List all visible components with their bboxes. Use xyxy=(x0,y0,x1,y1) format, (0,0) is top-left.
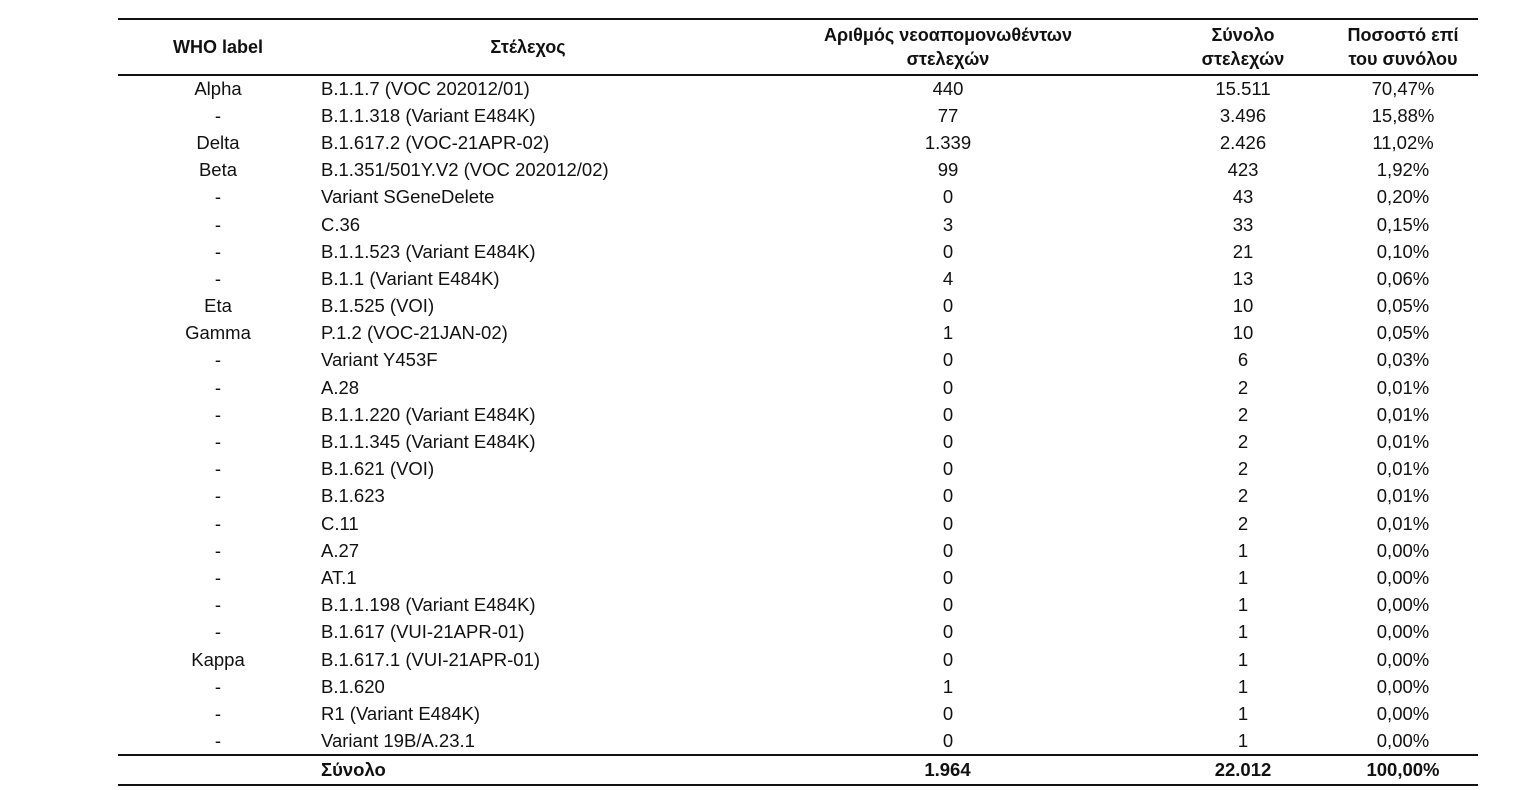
strain-cell: A.28 xyxy=(321,376,360,398)
percentage-cell: 0,05% xyxy=(1376,322,1430,344)
new-isolates-cell: 0 xyxy=(942,566,954,588)
total-strains-cell: 1 xyxy=(1237,539,1249,561)
header-total-strains xyxy=(1158,19,1328,75)
table-row xyxy=(118,428,1478,455)
percentage-cell: 11,02% xyxy=(1372,131,1434,153)
new-isolates-cell: 99 xyxy=(937,159,959,181)
who-cell: - xyxy=(214,403,222,425)
percentage-cell: 0,01% xyxy=(1376,512,1430,534)
header-total-line2: στελεχών xyxy=(1201,49,1285,69)
percentage-cell: 0,00% xyxy=(1376,539,1430,561)
percentage-cell: 0,00% xyxy=(1376,566,1430,588)
total-strains-cell: 21 xyxy=(1232,240,1254,262)
who-cell: - xyxy=(214,186,222,208)
percentage-cell: 0,03% xyxy=(1376,349,1430,371)
new-isolates-cell: 0 xyxy=(942,458,954,480)
strain-cell: B.1.525 (VOI) xyxy=(321,295,435,317)
who-cell: Delta xyxy=(196,131,240,153)
percentage-cell: 0,01% xyxy=(1376,485,1430,507)
strain-cell: AT.1 xyxy=(321,566,357,588)
table-row xyxy=(118,673,1478,700)
total-strains-cell: 2.426 xyxy=(1219,131,1267,153)
table-row xyxy=(118,347,1478,374)
who-cell: - xyxy=(214,267,222,289)
header-new-line1: Αριθμός νεοαπομονωθέντων xyxy=(824,25,1072,45)
percentage-cell: 0,15% xyxy=(1376,213,1430,235)
total-strains-cell: 423 xyxy=(1227,159,1259,181)
total-strains-cell: 33 xyxy=(1232,213,1254,235)
total-row xyxy=(118,755,1478,785)
total-strains-cell: 2 xyxy=(1237,458,1249,480)
strain-cell: B.1.1.345 (Variant E484K) xyxy=(321,431,536,453)
percentage-cell: 1,92% xyxy=(1376,159,1430,181)
table-row xyxy=(118,483,1478,510)
table-row xyxy=(118,619,1478,646)
who-cell: - xyxy=(214,702,222,724)
table-row xyxy=(118,700,1478,727)
table-row xyxy=(118,728,1478,755)
percentage-cell: 0,01% xyxy=(1376,403,1430,425)
table-row xyxy=(118,75,1478,102)
total-strains-cell: 2 xyxy=(1237,376,1249,398)
new-isolates-cell: 1 xyxy=(942,322,954,344)
table-row xyxy=(118,401,1478,428)
total-strains-cell: 6 xyxy=(1237,349,1249,371)
table-row xyxy=(118,510,1478,537)
table-row xyxy=(118,129,1478,156)
table-row xyxy=(118,265,1478,292)
total-strains-cell: 10 xyxy=(1232,295,1254,317)
table-row xyxy=(118,374,1478,401)
percentage-cell: 15,88% xyxy=(1371,104,1435,126)
new-isolates-cell: 1.339 xyxy=(924,131,972,153)
who-cell: - xyxy=(214,458,222,480)
total-strains-cell: 13 xyxy=(1232,267,1254,289)
header-total-line1: Σύνολο xyxy=(1211,25,1275,45)
new-isolates-cell: 0 xyxy=(942,240,954,262)
strain-cell: B.1.621 (VOI) xyxy=(321,458,435,480)
table-body xyxy=(118,75,1478,755)
total-strains-cell: 1 xyxy=(1237,621,1249,643)
new-isolates-cell: 0 xyxy=(942,431,954,453)
header-new-isolates xyxy=(738,19,1158,75)
new-isolates-cell: 0 xyxy=(942,295,954,317)
strain-cell: B.1.617.1 (VUI-21APR-01) xyxy=(321,648,541,670)
total-strains-cell: 10 xyxy=(1232,322,1254,344)
table-row xyxy=(118,592,1478,619)
new-isolates-cell: 0 xyxy=(942,648,954,670)
strain-cell: B.1.620 xyxy=(321,675,385,697)
header-new-line2: στελεχών xyxy=(906,49,990,69)
strain-cell: C.36 xyxy=(321,213,361,235)
total-strains-cell: 1 xyxy=(1237,675,1249,697)
who-cell: - xyxy=(214,240,222,262)
who-cell: Alpha xyxy=(194,78,242,100)
percentage-cell: 0,00% xyxy=(1376,675,1430,697)
new-isolates-cell: 0 xyxy=(942,621,954,643)
total-strains-cell: 1 xyxy=(1237,566,1249,588)
total-percentage: 100,00% xyxy=(1328,755,1478,785)
strain-cell: C.11 xyxy=(321,512,359,534)
total-strains-cell: 1 xyxy=(1237,702,1249,724)
table-row xyxy=(118,537,1478,564)
strain-cell: B.1.1.7 (VOC 202012/01) xyxy=(321,78,530,100)
who-cell: Beta xyxy=(198,159,238,181)
strain-cell: P.1.2 (VOC-21JAN-02) xyxy=(321,322,508,344)
total-strains-cell: 1 xyxy=(1237,648,1249,670)
new-isolates-cell: 0 xyxy=(942,403,954,425)
strain-cell: B.1.617.2 (VOC-21APR-02) xyxy=(321,131,550,153)
who-cell: - xyxy=(214,621,222,643)
table-row xyxy=(118,211,1478,238)
percentage-cell: 0,01% xyxy=(1376,376,1430,398)
header-pct-line2: του συνόλου xyxy=(1348,49,1458,69)
who-cell: Kappa xyxy=(191,648,245,670)
total-strains-cell: 43 xyxy=(1232,186,1254,208)
table-header xyxy=(118,19,1478,75)
total-strains-cell: 2 xyxy=(1237,431,1249,453)
strain-cell: B.1.1.198 (Variant E484K) xyxy=(321,594,536,616)
new-isolates-cell: 0 xyxy=(942,594,954,616)
variant-table xyxy=(118,18,1478,786)
total-strains-cell: 2 xyxy=(1237,485,1249,507)
new-isolates-cell: 77 xyxy=(937,104,959,126)
who-cell: - xyxy=(214,349,222,371)
percentage-cell: 0,01% xyxy=(1376,458,1430,480)
total-strains-cell: 15.511 xyxy=(1215,78,1271,100)
who-cell: - xyxy=(214,566,222,588)
total-who-cell xyxy=(118,755,318,785)
table-row xyxy=(118,184,1478,211)
who-cell: - xyxy=(214,539,222,561)
who-cell: - xyxy=(214,729,222,751)
who-cell: Gamma xyxy=(185,322,251,344)
who-cell: - xyxy=(214,431,222,453)
who-cell: Eta xyxy=(204,295,232,317)
percentage-cell: 0,00% xyxy=(1376,648,1430,670)
new-isolates-cell: 440 xyxy=(932,78,964,100)
total-strains-cell: 1 xyxy=(1237,594,1249,616)
table-footer xyxy=(118,755,1478,785)
strain-cell: B.1.1.318 (Variant E484K) xyxy=(321,104,536,126)
new-isolates-cell: 0 xyxy=(942,349,954,371)
header-pct-line1: Ποσοστό επί xyxy=(1347,25,1459,45)
percentage-cell: 0,00% xyxy=(1376,702,1430,724)
table-row xyxy=(118,238,1478,265)
header-row xyxy=(118,19,1478,75)
percentage-cell: 0,20% xyxy=(1376,186,1430,208)
who-cell: - xyxy=(214,213,222,235)
table-row xyxy=(118,102,1478,129)
total-strains-cell: 3.496 xyxy=(1219,104,1267,126)
table-row xyxy=(118,564,1478,591)
new-isolates-cell: 0 xyxy=(942,376,954,398)
strain-cell: Variant 19B/A.23.1 xyxy=(321,729,475,751)
table-row xyxy=(118,320,1478,347)
strain-cell: B.1.617 (VUI-21APR-01) xyxy=(321,621,525,643)
total-label: Σύνολο xyxy=(318,755,738,785)
strain-cell: R1 (Variant E484K) xyxy=(321,702,481,724)
percentage-cell: 0,06% xyxy=(1376,267,1430,289)
total-new-isolates: 1.964 xyxy=(738,755,1158,785)
percentage-cell: 0,00% xyxy=(1376,594,1430,616)
strain-cell: A.27 xyxy=(321,539,360,561)
percentage-cell: 70,47% xyxy=(1371,78,1435,100)
new-isolates-cell: 0 xyxy=(942,702,954,724)
header-strain-text: Στέλεχος xyxy=(490,37,566,57)
who-cell: - xyxy=(214,594,222,616)
strain-cell: B.1.351/501Y.V2 (VOC 202012/02) xyxy=(321,159,609,181)
new-isolates-cell: 1 xyxy=(942,675,954,697)
who-cell: - xyxy=(214,675,222,697)
header-who-label xyxy=(118,19,318,75)
new-isolates-cell: 0 xyxy=(942,729,954,751)
new-isolates-cell: 3 xyxy=(942,213,954,235)
header-percentage xyxy=(1328,19,1478,75)
new-isolates-cell: 0 xyxy=(942,186,954,208)
total-strains-cell: 2 xyxy=(1237,403,1249,425)
strain-cell: B.1.1.220 (Variant E484K) xyxy=(321,403,536,425)
percentage-cell: 0,00% xyxy=(1376,621,1430,643)
new-isolates-cell: 0 xyxy=(942,485,954,507)
strain-cell: B.1.623 xyxy=(321,485,385,507)
header-strain xyxy=(318,19,738,75)
strain-cell: B.1.1.523 (Variant E484K) xyxy=(321,240,536,262)
total-strains-cell: 2 xyxy=(1237,512,1249,534)
new-isolates-cell: 4 xyxy=(942,267,954,289)
table-row xyxy=(118,646,1478,673)
table-row xyxy=(118,293,1478,320)
total-strains: 22.012 xyxy=(1158,755,1328,785)
percentage-cell: 0,05% xyxy=(1376,295,1430,317)
strain-cell: B.1.1 (Variant E484K) xyxy=(321,267,500,289)
who-cell: - xyxy=(214,485,222,507)
table-row xyxy=(118,157,1478,184)
strain-cell: Variant Y453F xyxy=(321,349,438,371)
header-who-text: WHO label xyxy=(172,37,263,57)
total-strains-cell: 1 xyxy=(1237,729,1249,751)
percentage-cell: 0,10% xyxy=(1376,240,1430,262)
who-cell: - xyxy=(214,104,222,126)
percentage-cell: 0,00% xyxy=(1376,729,1430,751)
new-isolates-cell: 0 xyxy=(942,512,954,534)
new-isolates-cell: 0 xyxy=(942,539,954,561)
who-cell: - xyxy=(214,512,222,534)
who-cell: - xyxy=(214,376,222,398)
percentage-cell: 0,01% xyxy=(1376,431,1430,453)
strain-cell: Variant SGeneDelete xyxy=(321,186,495,208)
table-row xyxy=(118,456,1478,483)
